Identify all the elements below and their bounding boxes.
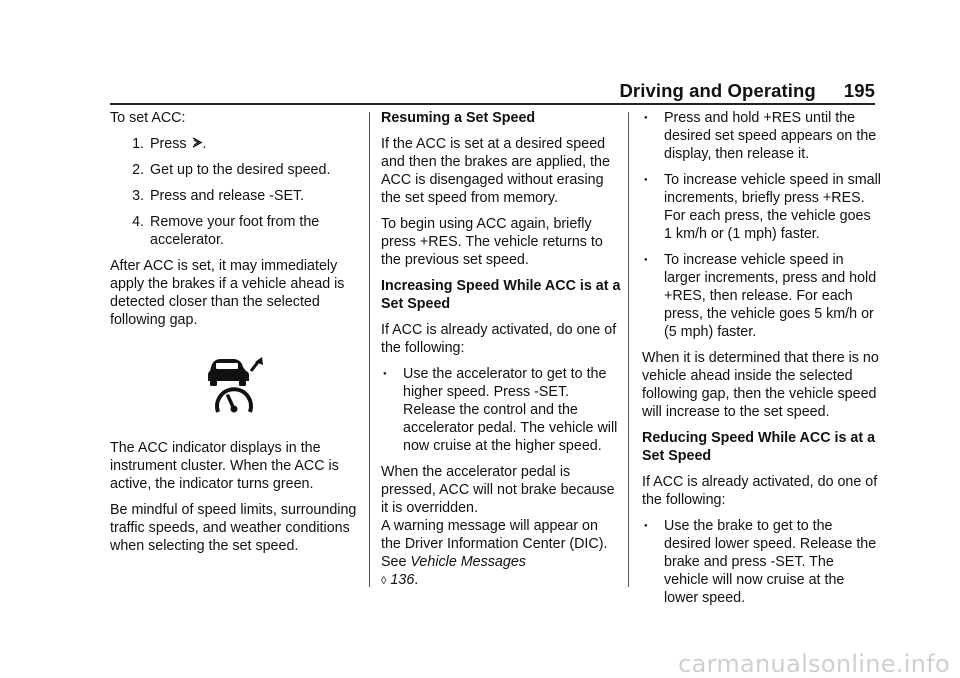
vehicle-messages-link[interactable]: Vehicle Messages <box>410 554 526 570</box>
list-item: ● To increase vehicle speed in larger increments, press and hold +RES, then release. For each press, the vehicle goes 5 km/h or (5 mph) faster. <box>644 252 877 340</box>
reduce-text: If ACC is already activated, do one of the following: <box>642 474 878 508</box>
bullet: ● <box>383 371 387 377</box>
heading-resuming: Resuming a Set Speed <box>381 110 536 126</box>
list-item: ● To increase vehicle speed in small increments, briefly press +RES. For each press, the vehicle goes 1 km/h or (1 mph) faster. <box>644 172 881 242</box>
after-acc-set-text: After ACC is set, it may immediately apply the brakes if a vehicle ahead is detected closer than the selected following gap. <box>110 258 345 328</box>
no-vehicle-text: When it is determined that there is no vehicle ahead inside the selected following gap, then the vehicle speed will increase to the set speed. <box>642 350 879 420</box>
list-item: ● Use the accelerator to get to the higher speed. Press -SET. Release the control and the accelerator pedal. The vehicle will now cruise at the higher speed. <box>383 366 618 454</box>
step-1: 1. Press . <box>132 136 207 152</box>
step-4: 4. Remove your foot from the accelerator. <box>132 214 320 248</box>
column-divider-1 <box>369 112 370 587</box>
step-3: 3. Press and release -SET. <box>132 188 305 204</box>
bullet: ● <box>644 523 648 529</box>
bullet: ● <box>644 115 648 121</box>
column-3 <box>642 109 882 615</box>
resume-text-1: If the ACC is set at a desired speed and then the brakes are applied, the ACC is disengaged without erasing the set speed from memory. <box>381 136 610 206</box>
page-ref-number[interactable]: 136 <box>390 572 415 588</box>
acc-switch-icon <box>191 136 203 149</box>
column-divider-2 <box>628 112 629 587</box>
acc-indicator-icon <box>205 357 269 415</box>
increase-text: If ACC is already activated, do one of the following: <box>381 322 617 356</box>
step-2: 2. Get up to the desired speed. <box>132 162 331 178</box>
heading-reducing: Reducing Speed While ACC is at a Set Speed <box>642 430 876 464</box>
list-item: ● Use the brake to get to the desired lower speed. Release the brake and press -SET. The vehicle will now cruise at the lower speed. <box>644 518 877 606</box>
page-number: 195 <box>843 80 875 101</box>
column-1 <box>110 109 358 563</box>
column-2 <box>381 109 621 598</box>
header-rule <box>110 103 875 105</box>
heading-increasing: Increasing Speed While ACC is at a Set Speed <box>381 278 621 312</box>
mindful-text: Be mindful of speed limits, surrounding traffic speeds, and weather conditions when selecting the set speed. <box>110 502 357 554</box>
warning-note: A warning message will appear on the Driver Information Center (DIC). See Vehicle Messages ◊ 136. <box>381 518 608 588</box>
page-ref-icon: ◊ <box>381 575 387 587</box>
resume-text-2: To begin using ACC again, briefly press +RES. The vehicle returns to the previous set speed. <box>381 216 603 268</box>
page-header <box>0 80 875 102</box>
override-note: When the accelerator pedal is pressed, ACC will not brake because it is overridden. <box>381 464 615 516</box>
indicator-text: The ACC indicator displays in the instrument cluster. When the ACC is active, the indicator turns green. <box>110 440 339 492</box>
watermark: carmanualsonline.info <box>678 650 950 678</box>
acc-indicator-figure <box>110 337 358 433</box>
intro-text: To set ACC: <box>110 110 186 126</box>
bullet: ● <box>644 177 648 183</box>
section-title: Driving and Operating <box>619 80 816 101</box>
bullet: ● <box>644 257 648 263</box>
list-item: ● Press and hold +RES until the desired set speed appears on the display, then release it. <box>644 110 877 162</box>
